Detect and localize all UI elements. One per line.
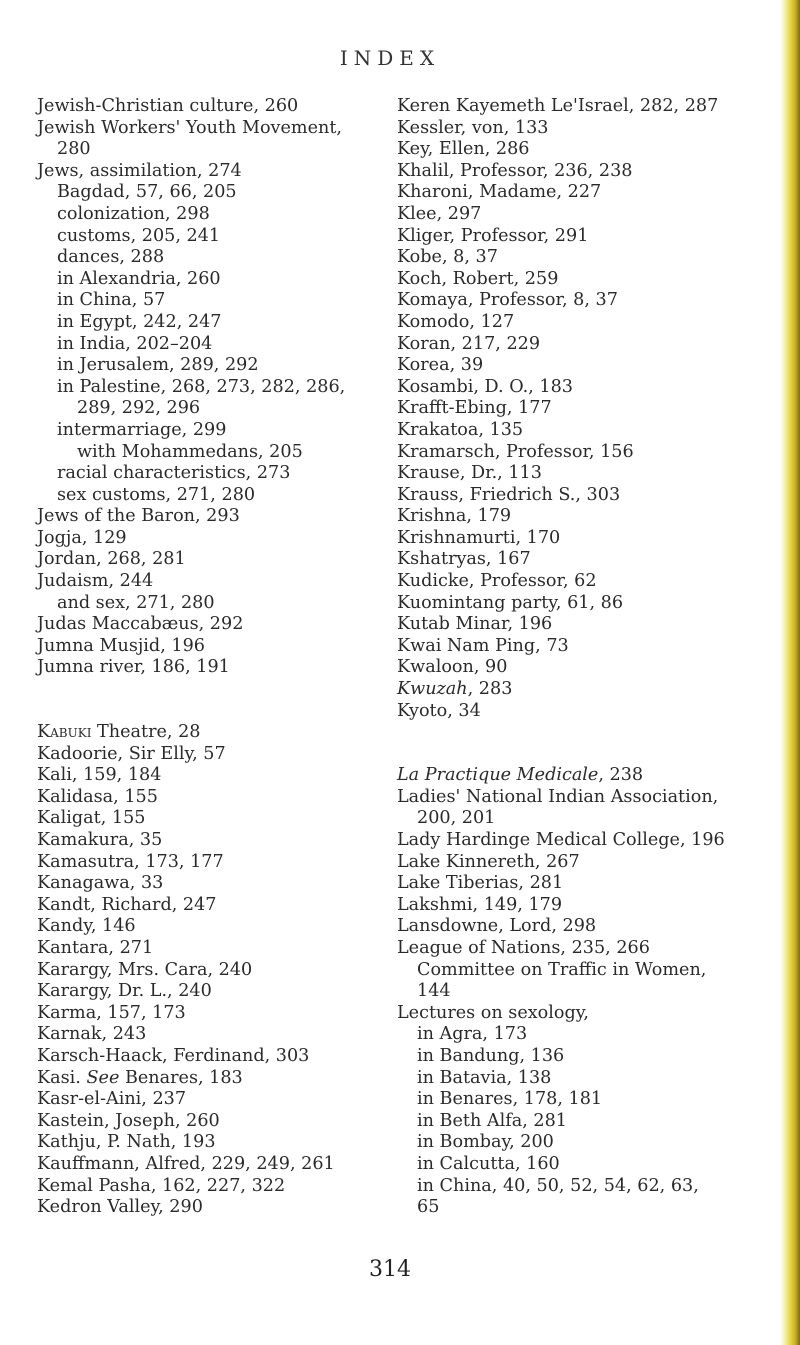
index-entry: Krishna, 179 (397, 506, 512, 527)
index-entry: 144 (417, 981, 451, 1002)
index-entry: Lake Kinnereth, 267 (397, 851, 580, 872)
page-number: 314 (369, 1257, 411, 1282)
page-header: INDEX (339, 46, 441, 70)
index-entry: sex customs, 271, 280 (57, 484, 256, 505)
index-entry: Kalidasa, 155 (37, 786, 158, 807)
index-entry: Kharoni, Madame, 227 (397, 182, 602, 203)
index-entry: Lansdowne, Lord, 298 (397, 916, 597, 937)
index-entry: Kwai Nam Ping, 73 (397, 635, 569, 656)
index-entry: Karargy, Mrs. Cara, 240 (37, 959, 253, 980)
section-gap (37, 679, 387, 722)
index-entry: Koch, Robert, 259 (397, 268, 559, 289)
index-entry: Lady Hardinge Medical College, 196 (397, 830, 725, 850)
index-entry: 289, 292, 296 (77, 398, 201, 419)
index-entry: League of Nations, 235, 266 (397, 937, 650, 958)
index-entry: Karma, 157, 173 (37, 1002, 186, 1023)
index-entry: in Jerusalem, 289, 292 (57, 355, 259, 376)
index-entry: Kessler, von, 133 (397, 117, 549, 138)
index-entry: and sex, 271, 280 (57, 592, 215, 613)
index-entry: Kantara, 271 (37, 937, 154, 958)
index-entry: Jordan, 268, 281 (37, 549, 186, 570)
index-entry: Klee, 297 (397, 203, 482, 224)
index-entry: Kandy, 146 (37, 916, 136, 937)
index-entry: Jewish-Christian culture, 260 (37, 96, 299, 116)
index-entry: in Alexandria, 260 (57, 268, 221, 289)
index-entry: 280 (57, 139, 91, 160)
index-entry: customs, 205, 241 (57, 225, 221, 246)
index-entry: Lake Tiberias, 281 (397, 873, 564, 894)
index-entry: Krakatoa, 135 (397, 419, 524, 440)
index-entry: Judaism, 244 (37, 571, 154, 592)
index-entry: Committee on Traffic in Women, (417, 959, 707, 980)
index-entry: in China, 57 (57, 290, 166, 311)
index-entry: Kasi. See Benares, 183 (37, 1067, 243, 1088)
index-entry: 200, 201 (417, 808, 496, 829)
index-entry: Kandt, Richard, 247 (37, 894, 217, 915)
index-entry: Kamasutra, 173, 177 (37, 851, 224, 872)
page-edge (780, 0, 800, 1345)
index-entry: Kosambi, D. O., 183 (397, 376, 573, 397)
index-entry: Key, Ellen, 286 (397, 139, 530, 160)
index-entry: in Agra, 173 (417, 1024, 528, 1045)
index-entry: Kshatryas, 167 (397, 549, 531, 570)
index-entry: Jumna Musjid, 196 (37, 635, 205, 656)
index-entry: Kedron Valley, 290 (37, 1197, 203, 1218)
index-entry: Kyoto, 34 (397, 700, 481, 721)
index-entry: dances, 288 (57, 247, 165, 268)
index-entry: Kastein, Joseph, 260 (37, 1110, 220, 1131)
index-entry: Kabuki Theatre, 28 (37, 722, 201, 743)
index-entry: Kanagawa, 33 (37, 873, 164, 894)
index-entry: with Mohammedans, 205 (77, 441, 303, 462)
index-entry: colonization, 298 (57, 203, 210, 224)
index-entry: Jews of the Baron, 293 (37, 506, 240, 527)
index-entry: in Egypt, 242, 247 (57, 311, 222, 332)
index-entry: Kramarsch, Professor, 156 (397, 441, 634, 462)
index-entry: Kamakura, 35 (37, 830, 163, 850)
index-entry: Kwaloon, 90 (397, 657, 508, 678)
index-column-right (397, 96, 757, 1219)
index-entry: Kudicke, Professor, 62 (397, 571, 597, 592)
index-entry: Kuomintang party, 61, 86 (397, 592, 624, 613)
section-gap (397, 722, 757, 765)
index-entry: in Benares, 178, 181 (417, 1089, 603, 1110)
index-entry: Jewish Workers' Youth Movement, (37, 117, 342, 138)
index-entry: Khalil, Professor, 236, 238 (397, 160, 633, 181)
index-entry: Kemal Pasha, 162, 227, 322 (37, 1175, 286, 1196)
index-entry: Lectures on sexology, (397, 1002, 589, 1023)
index-entry: Jumna river, 186, 191 (37, 657, 230, 678)
index-entry: Bagdad, 57, 66, 205 (57, 182, 237, 203)
index-entry: Karsch-Haack, Ferdinand, 303 (37, 1045, 310, 1066)
index-entry: Judas Maccabæus, 292 (37, 614, 244, 635)
index-entry: Keren Kayemeth Le'Israel, 282, 287 (397, 96, 719, 116)
index-entry: Koran, 217, 229 (397, 333, 541, 354)
index-entry: La Practique Medicale, 238 (397, 765, 644, 786)
index-entry: 65 (417, 1197, 440, 1218)
index-entry: in Calcutta, 160 (417, 1153, 560, 1174)
index-entry: in Palestine, 268, 273, 282, 286, (57, 376, 346, 397)
index-entry: Krishnamurti, 170 (397, 527, 561, 548)
index-entry: Kathju, P. Nath, 193 (37, 1132, 216, 1153)
index-entry: Kasr-el-Aini, 237 (37, 1089, 187, 1110)
index-entry: Kutab Minar, 196 (397, 614, 553, 635)
index-entry: in Bombay, 200 (417, 1132, 554, 1153)
index-entry: Korea, 39 (397, 355, 484, 376)
index-entry: in India, 202–204 (57, 333, 213, 354)
index-entry: Kliger, Professor, 291 (397, 225, 589, 246)
index-entry: Karnak, 243 (37, 1024, 147, 1045)
index-entry: intermarriage, 299 (57, 419, 227, 440)
index-entry: in Beth Alfa, 281 (417, 1110, 567, 1131)
index-entry: Jews, assimilation, 274 (37, 160, 242, 181)
index-entry: Jogja, 129 (37, 527, 127, 548)
index-entry: Krafft-Ebing, 177 (397, 398, 552, 419)
index-entry: Ladies' National Indian Association, (397, 786, 719, 807)
index-entry: Kwuzah, 283 (397, 679, 513, 700)
index-entry: Krauss, Friedrich S., 303 (397, 484, 621, 505)
index-entry: Kali, 159, 184 (37, 765, 162, 786)
index-entry: racial characteristics, 273 (57, 463, 291, 484)
index-entry: Lakshmi, 149, 179 (397, 894, 563, 915)
index-entry: Kadoorie, Sir Elly, 57 (37, 743, 226, 764)
index-entry: in China, 40, 50, 52, 54, 62, 63, (417, 1175, 699, 1196)
index-entry: Komaya, Professor, 8, 37 (397, 290, 618, 311)
index-entry: in Bandung, 136 (417, 1045, 565, 1066)
index-entry: Kaligat, 155 (37, 808, 146, 829)
index-entry: Komodo, 127 (397, 311, 515, 332)
index-entry: in Batavia, 138 (417, 1067, 552, 1088)
index-entry: Karargy, Dr. L., 240 (37, 981, 212, 1002)
index-entry: Kobe, 8, 37 (397, 247, 498, 268)
index-entry: Kauffmann, Alfred, 229, 249, 261 (37, 1153, 335, 1174)
index-entry: Krause, Dr., 113 (397, 463, 542, 484)
index-column-left (37, 96, 387, 1219)
